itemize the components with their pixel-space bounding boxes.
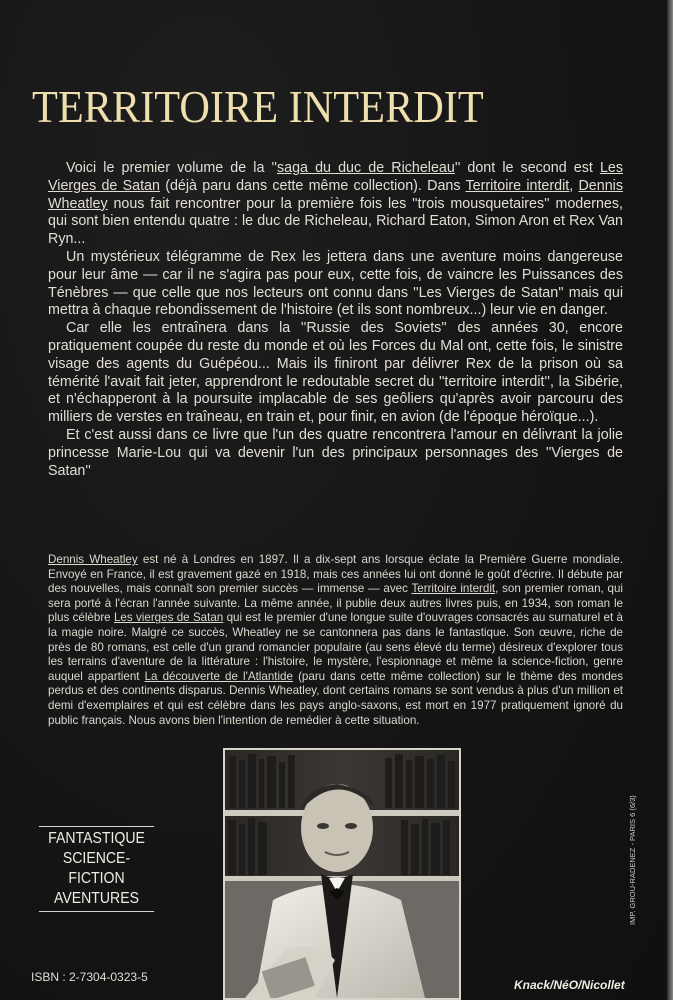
author-photo: [223, 748, 461, 1000]
publisher-name: Knack/NéO/Nicollet: [514, 978, 625, 992]
genre-science-fiction: SCIENCE-FICTION: [62, 850, 131, 887]
blurb-run-underlined: saga du duc de Richeleau: [276, 160, 455, 176]
blurb-paragraph: [48, 427, 623, 480]
author-portrait-image: [225, 750, 459, 998]
genre-fantastique: FANTASTIQUE: [48, 830, 145, 847]
blurb-run: nous fait rencontrer pour la première fois les ''trois mousquetaires'' modernes, qui sont bien entendu quatre : le duc de Richeleau, Richard Eaton, Simon Aron et Rex Van Ryn...: [48, 195, 623, 248]
bio-run-underlined: Dennis Wheatley: [48, 553, 138, 566]
blurb-paragraph: [48, 320, 623, 427]
genre-rule-bottom: [39, 911, 154, 912]
genre-rule-top: [39, 826, 154, 827]
blurb-run: '' dont le second est: [454, 160, 600, 176]
bio-run-underlined: Les vierges de Satan: [113, 611, 224, 625]
bio-run: est né à Londres en 1897. Il a dix-sept ans lorsque éclate la Première Guerre mondiale. Envoyé en France, il est gravement gazé en 1918, mais ces années lui ont donné le goût d'écrire. Il débute par des nouvelles, mais connaît son premier succès — immense — avec: [48, 553, 623, 596]
blurb-run: Voici le premier volume de la '': [66, 160, 277, 176]
genre-box: [39, 824, 154, 914]
bio-run: qui est le premier d'une longue suite d'ouvrages consacrés au surnaturel et à la magie noire. Malgré ce succès, Wheatley ne se cantonnera pas dans le fantastique. Son œuvre, riche de près de 80 romans, est celle d'un grand romancier populaire (au sens élevé du terme) désireux d'explorer tous les terrains d'aventure de la littérature : l'histoire, le mystère, l'espionnage et même la science-fiction, genre auquel appartient: [48, 611, 623, 683]
blurb-run: Car elle les entraînera dans la ''Russie des Soviets'' des années 30, encore pratiquement coupée du reste du monde et où les Forces du Mal ont, cette fois, le sinistre visage des agents du Guépéou... Mais ils finiront par délivrer Rex de la prison où sa témérité l'avait fait jeter, apprendront le redoutable secret du ''territoire interdit'', la Sibérie, et n'échapperont à la poursuite implacable de ses geôliers qu'après avoir parcouru des milliers de verstes en traîneau, en train et, pour finir, en avion (de l'époque héroïque...).: [48, 320, 623, 426]
bio-run: (paru dans cette même collection) sur le thème des mondes perdus et des continents disparus. Dennis Wheatley, dont certains romans se sont vendus à plus d'un million et demi d'exemplaires et qui est célèbre dans les pays anglo-saxons, est mort en 1977 pratiquement ignoré du public français. Nous avons bien l'intention de remédier à cette situation.: [48, 669, 624, 727]
blurb-paragraph: [48, 160, 623, 249]
blurb-run-underlined: Dennis Wheatley: [48, 177, 623, 212]
blurb-text: [48, 160, 623, 480]
author-biography: [48, 553, 623, 728]
cover-edge: [667, 0, 673, 1000]
blurb-run: (déjà paru dans cette même collection). Dans: [159, 177, 466, 194]
blurb-paragraph: [48, 249, 623, 320]
bio-run-underlined: Territoire interdit: [411, 582, 496, 596]
bio-run-underlined: La découverte de l'Atlantide: [144, 669, 293, 683]
printer-imprint: IMP. GROU-RADENEZ - PARIS 6 (6/3): [628, 795, 637, 925]
isbn: ISBN : 2-7304-0323-5: [31, 970, 148, 984]
blurb-run-underlined: Territoire interdit: [465, 177, 570, 194]
blurb-run: Et c'est aussi dans ce livre que l'un des quatre rencontrera l'amour en délivrant la jolie princesse Marie-Lou qui va devenir l'un des principaux personnages des ''Vierges de Satan'': [48, 426, 623, 479]
blurb-run: Un mystérieux télégramme de Rex les jettera dans une aventure moins dangereuse pour leur âme — car il ne s'agira pas pour eux, cette fois, de vaincre les Puissances des Ténèbres — que celle que nos lecteurs ont connu dans ''Les Vierges de Satan'' mais qui mettra à chaque rebondissement de l'histoire (et ils sont nombreux...) leur vie en danger.: [48, 248, 623, 319]
genre-aventures: AVENTURES: [53, 890, 140, 907]
blurb-run: ,: [569, 177, 579, 194]
blurb-run-underlined: Les Vierges de Satan: [48, 160, 623, 194]
bio-run: , son premier roman, qui sera porté à l'écran l'année suivante. La même année, il publie deux autres livres puis, en 1934, son roman le plus célèbre: [48, 582, 623, 625]
book-title: TERRITOIRE INTERDIT: [32, 81, 484, 132]
